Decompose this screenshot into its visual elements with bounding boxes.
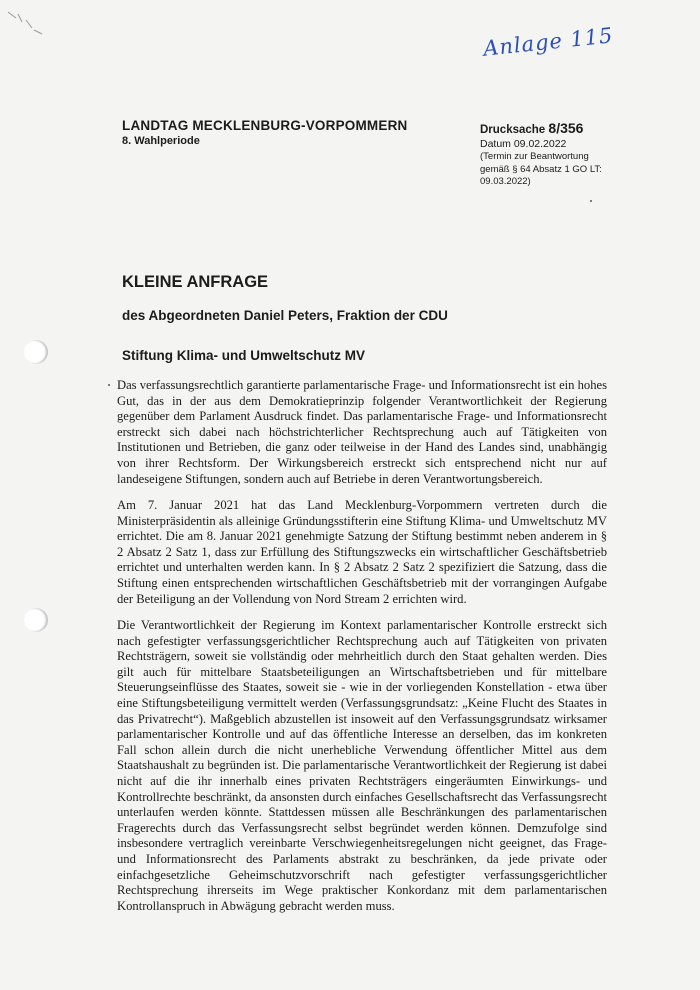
answer-deadline — [480, 151, 602, 189]
corner-staple-mark — [6, 8, 46, 38]
body-paragraph: Am 7. Januar 2021 hat das Land Mecklenburg-Vorpommern vertreten durch die Ministerpräsidentin als alleinige Gründungsstifterin eine Stiftung Klima- und Umweltschutz MV errichtet. Die am 8. Januar 2021 genehmigte Satzung der Stiftung bestimmt neben anderem in § 2 Absatz 2 Satz 1, dass zur Erfüllung des Stiftungszwecks ein wirtschaftlicher Geschäftsbetrieb errichtet und unterhalten werden kann. In § 2 Absatz 2 Satz 2 spezifiziert die Satzung, dass die Stiftung einen entsprechenden wirtschaftlichen Geschäftsbetrieb mit der vorrangingen Aufgabe der Beteiligung an der Vollendung von Nord Stream 2 errichten wird. — [117, 498, 607, 606]
deadline-line: (Termin zur Beantwortung — [480, 151, 589, 162]
scan-speck — [590, 200, 592, 202]
drucksache-line — [480, 121, 602, 137]
handwritten-annotation: Anlage 115 — [482, 23, 615, 61]
parliament-header — [122, 118, 408, 147]
punch-hole-upper — [24, 340, 48, 364]
legislative-period: 8. Wahlperiode — [122, 135, 200, 147]
body-paragraph: Das verfassungsrechtlich garantierte parlamentarische Frage- und Informationsrecht ist ein hohes Gut, das in der aus dem Demokratieprinzip folgender Verantwortlichkeit der Regierung gegenüber dem Parlament Ausdruck findet. Das parlamentarische Frage- und Informationsrecht erstreckt sich dabei nach höchstrichterlicher Rechtsprechung auch auf Tätigkeiten von Institutionen und Betrieben, die ganz oder teilweise in der Hand des Landes sind, unabhängig von ihrer Rechtsform. Der Wirkungsbereich erstreckt sich entsprechend nicht nur auf landeseigene Stiftungen, sondern auch auf Betriebe in deren Verantwortungsbereich. — [117, 378, 607, 486]
document-date: Datum 09.02.2022 — [480, 138, 567, 150]
drucksache-number: 8/356 — [548, 120, 584, 136]
subject-title: Stiftung Klima- und Umweltschutz MV — [122, 348, 365, 363]
document-metadata — [480, 121, 602, 189]
document-type-title: KLEINE ANFRAGE — [122, 273, 269, 291]
drucksache-label: Drucksache — [480, 124, 546, 136]
deadline-line: 09.03.2022) — [480, 176, 531, 187]
parliament-name: LANDTAG MECKLENBURG-VORPOMMERN — [122, 118, 408, 133]
author-line: des Abgeordneten Daniel Peters, Fraktion der CDU — [122, 308, 448, 323]
scan-speck — [108, 384, 110, 386]
body-paragraph: Die Verantwortlichkeit der Regierung im Kontext parlamentarischer Kontrolle erstreckt sich nach gefestigter verfassungsgerichtlicher Rechtsprechung auch auf Tätigkeiten von privaten Rechtsträgern, soweit sie vollständig oder mehrheitlich durch den Staat gehalten werden. Dies gilt auch für mittelbare Staatsbeteiligungen an Wirtschaftsbetrieben und für mittelbare Steuerungseinflüsse des Staates, soweit sie - wie in der vorliegenden Konstellation - etwa über eine Stiftungsbeteiligung vermittelt werden (Verfassungsgrundsatz: „Keine Flucht des Staates in das Privatrecht“). Maßgeblich abzustellen ist insoweit auf den Verfassungsgrundsatz wirksamer parlamentarischer Kontrolle und auf das öffentliche Interesse an derselben, das im konkreten Fall schon allein durch die nicht unerhebliche Verwendung öffentlicher Mittel aus dem Staatshaushalt zu begründen ist. Die parlamentarische Verantwortlichkeit der Regierung ist dabei nicht auf die ihr innerhalb eines privaten Rechtsträgers eingeräumten Einwirkungs- und Kontrollrechte beschränkt, da ansonsten durch einfaches Gesellschaftsrecht das Verfassungsrecht unterlaufen werden könnte. Stattdessen müssen alle Beschränkungen des parlamentarischen Fragerechts durch das Verfassungsrecht selbst begründet werden können. Demzufolge sind insbesondere vertraglich vereinbarte Verschwiegenheitsregelungen nicht geeignet, das Frage- und Informationsrecht des Parlaments abstrakt zu beschränken, da jede private oder einfachgesetzliche Geheimschutzvorschrift nach gefestigter verfassungsgerichtlicher Rechtsprechung ihrerseits im Wege praktischer Konkordanz mit dem parlamentarischen Kontrollanspruch in Abwägung gebracht werden muss. — [117, 618, 607, 913]
punch-hole-lower — [24, 608, 48, 632]
deadline-line: gemäß § 64 Absatz 1 GO LT: — [480, 163, 602, 175]
